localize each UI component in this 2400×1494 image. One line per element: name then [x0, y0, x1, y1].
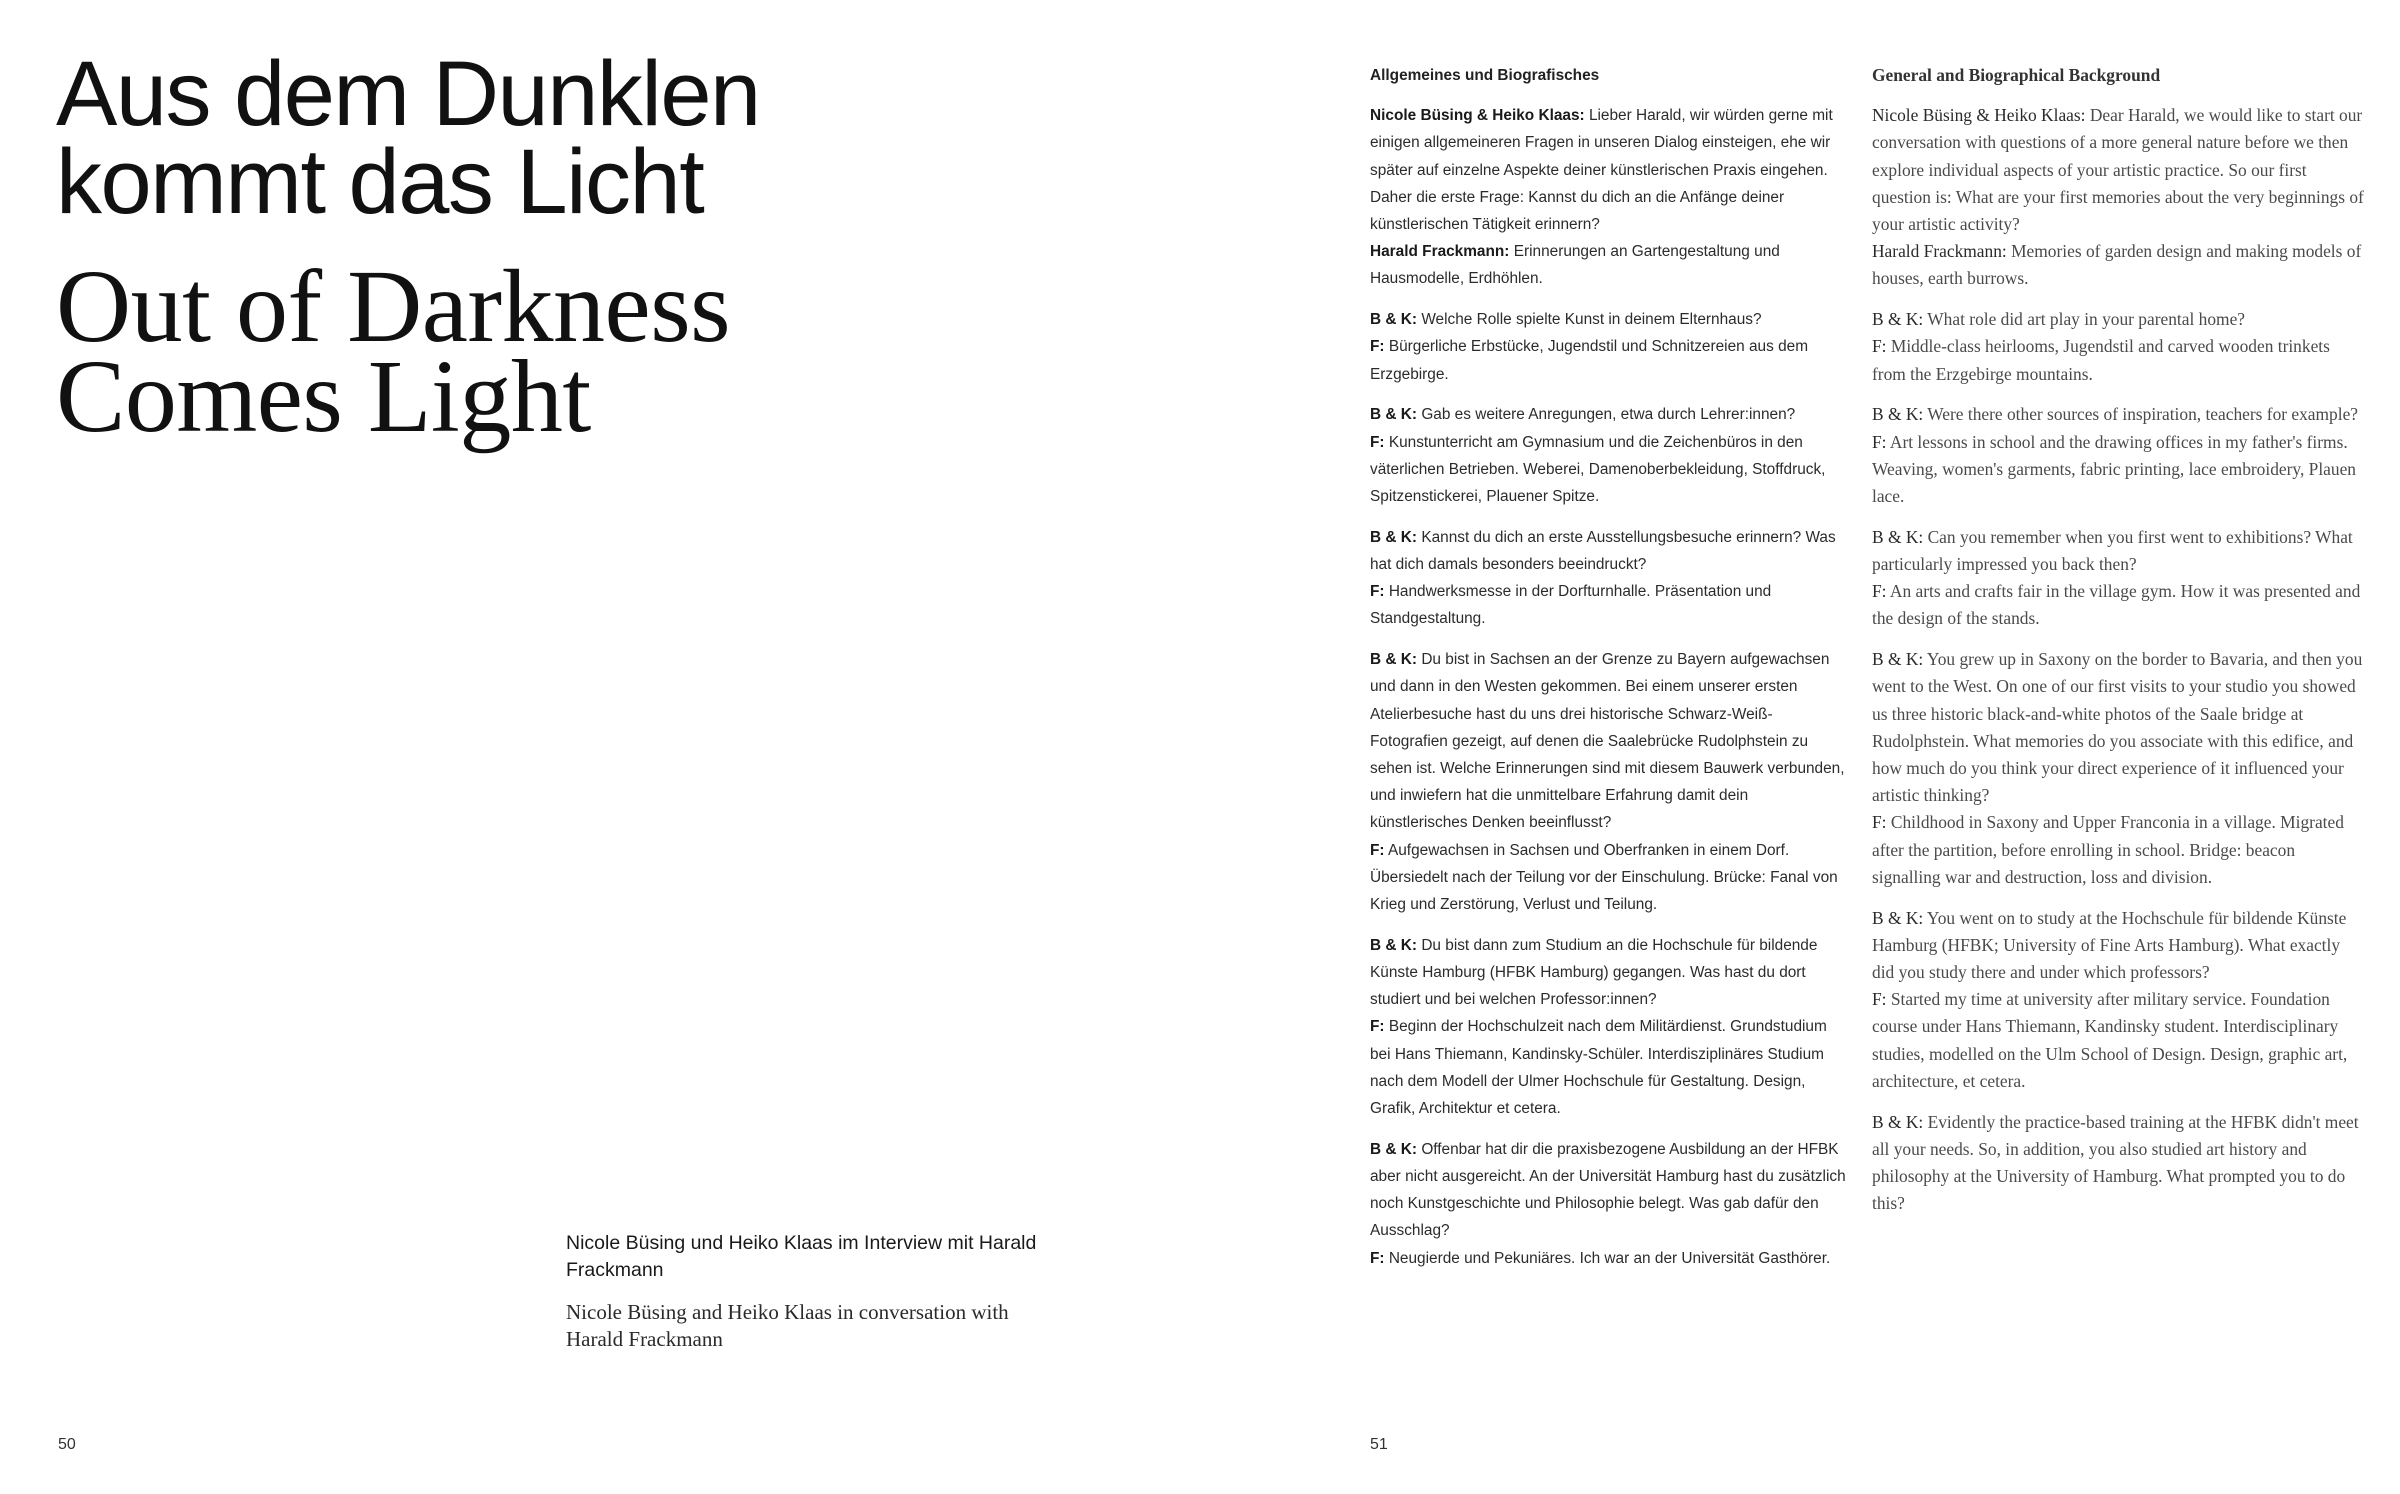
speaker-label: F:	[1370, 338, 1385, 356]
speaker-label: B & K:	[1370, 406, 1418, 424]
interview-text: Erinnerungen an Gartengestaltung und Hausmodelle, Erdhöhlen.	[1370, 243, 1780, 288]
speaker-label: B & K:	[1872, 907, 1924, 928]
interview-text: Kunstunterricht am Gymnasium und die Zeichenbüros in den väterlichen Betrieben. Weberei, Damenoberbekleidung, Stoffdruck, Spitzenstickerei, Plauener Spitze.	[1370, 433, 1826, 506]
interview-line	[1872, 809, 2364, 891]
interview-line	[1872, 333, 2364, 387]
interview-text: Beginn der Hochschulzeit nach dem Militärdienst. Grundstudium bei Hans Thiemann, Kandinsky-Schüler. Interdisziplinäres Studium nach dem Modell der Ulmer Hochschule für Gestaltung. Design, Grafik, Architektur et cetera.	[1370, 1018, 1827, 1118]
qa-block	[1370, 524, 1848, 633]
speaker-label: B & K:	[1872, 404, 1924, 425]
qa-block	[1370, 102, 1848, 292]
interview-line	[1370, 102, 1848, 238]
interview-line	[1872, 306, 2364, 333]
interview-line	[1872, 646, 2364, 809]
interview-text: Welche Rolle spielte Kunst in deinem Elternhaus?	[1421, 311, 1762, 329]
interview-line	[1370, 1136, 1848, 1245]
qa-block	[1872, 524, 2364, 633]
interview-line	[1370, 1245, 1848, 1272]
qa-block	[1370, 306, 1848, 388]
interview-line	[1370, 1013, 1848, 1122]
interview-line	[1370, 333, 1848, 387]
qa-block	[1872, 646, 2364, 891]
qa-block	[1872, 306, 2364, 388]
interview-text: Offenbar hat dir die praxisbezogene Ausbildung an der HFBK aber nicht ausgereicht. An der Universität Hamburg hast du zusätzlich noch Kunstgeschichte und Philosophie belegt. Was gab dafür den Ausschlag?	[1370, 1140, 1846, 1240]
interview-line	[1370, 401, 1848, 428]
speaker-label: Nicole Büsing & Heiko Klaas:	[1872, 105, 2086, 126]
page-number-right: 51	[1370, 1436, 1388, 1453]
qa-block	[1872, 102, 2364, 292]
interview-text: Dear Harald, we would like to start our conversation with questions of a more general nature before we then explore individual aspects of your artistic practice. So our first question is: What are your first memories about the very beginnings of your artistic activity?	[1872, 105, 2364, 235]
english-interview-column	[1872, 62, 2364, 1231]
speaker-label: B & K:	[1370, 936, 1418, 954]
interview-text: An arts and crafts fair in the village gym. How it was presented and the design of the stands.	[1872, 581, 2361, 629]
interview-text: What role did art play in your parental home?	[1927, 309, 2246, 330]
speaker-label: B & K:	[1370, 651, 1418, 669]
page-number-left: 50	[58, 1436, 76, 1453]
interview-line	[1370, 429, 1848, 511]
speaker-label: Nicole Büsing & Heiko Klaas:	[1370, 107, 1585, 125]
german-interview-column	[1370, 62, 1848, 1285]
interview-line	[1872, 524, 2364, 578]
speaker-label: Harald Frackmann:	[1872, 241, 2007, 262]
interview-text: Bürgerliche Erbstücke, Jugendstil und Schnitzereien aus dem Erzgebirge.	[1370, 338, 1809, 383]
title-german: Aus dem Dunklen kommt das Licht	[56, 43, 760, 233]
interview-line	[1872, 238, 2364, 292]
title-english: Out of Darkness Comes Light	[56, 249, 731, 454]
speaker-label: F:	[1370, 1018, 1385, 1036]
interview-text: You grew up in Saxony on the border to Bavaria, and then you went to the West. On one of our first visits to your studio you showed us three historic black-and-white photos of the Saale bridge at Rudolphstein. What memories do you associate with this edifice, and how much do you think your direct experience of it influenced your artistic thinking?	[1872, 649, 2363, 806]
interview-text: Middle-class heirlooms, Jugendstil and carved wooden trinkets from the Erzgebirge mountains.	[1872, 336, 2330, 384]
interview-line	[1872, 429, 2364, 511]
speaker-label: F:	[1872, 581, 1887, 602]
speaker-label: Harald Frackmann:	[1370, 243, 1510, 261]
speaker-label: B & K:	[1872, 1111, 1924, 1132]
speaker-label: B & K:	[1370, 1140, 1418, 1158]
speaker-label: F:	[1370, 433, 1385, 451]
qa-block	[1370, 932, 1848, 1122]
interview-text: Childhood in Saxony and Upper Franconia in a village. Migrated after the partition, before enrolling in school. Bridge: beacon signalling war and destruction, loss and division.	[1872, 812, 2344, 887]
interview-credit-german: Nicole Büsing und Heiko Klaas im Interview mit Harald Frackmann	[566, 1232, 1037, 1281]
interview-line	[1872, 578, 2364, 632]
speaker-label: B & K:	[1872, 649, 1924, 670]
interview-line	[1370, 646, 1848, 836]
interview-text: You went on to study at the Hochschule für bildende Künste Hamburg (HFBK; University of Fine Arts Hamburg). What exactly did you study there and under which professors?	[1872, 907, 2347, 983]
speaker-label: F:	[1370, 1249, 1385, 1267]
interview-text: Du bist in Sachsen an der Grenze zu Bayern aufgewachsen und dann in den Westen gekommen. Bei einem unserer ersten Atelierbesuche hast du uns drei historische Schwarz-Weiß-Fotografien gezeigt, auf denen die Saalebrücke Rudolphstein zu sehen ist. Welche Erinnerungen sind mit diesem Bauwerk verbunden, und inwiefern hat die unmittelbare Erfahrung damit dein künstlerisches Denken beeinflusst?	[1370, 651, 1845, 832]
speaker-label: B & K:	[1872, 526, 1924, 547]
qa-block	[1370, 1136, 1848, 1272]
section-heading-german: Allgemeines und Biografisches	[1370, 67, 1600, 84]
interview-text: Lieber Harald, wir würden gerne mit einigen allgemeineren Fragen in unseren Dialog einsteigen, ehe wir später auf einzelne Aspekte deiner künstlerischen Praxis eingehen. Daher die erste Frage: Kannst du dich an die Anfänge deiner künstlerischen Tätigkeit erinnern?	[1370, 107, 1833, 234]
right-page	[1200, 0, 2400, 1494]
interview-line	[1370, 837, 1848, 919]
interview-credit-english: Nicole Büsing and Heiko Klaas in conversation with Harald Frackmann	[566, 1300, 1009, 1351]
speaker-label: F:	[1872, 812, 1887, 833]
interview-text: Started my time at university after military service. Foundation course under Hans Thiemann, Kandinsky student. Interdisciplinary studies, modelled on the Ulm School of Design. Design, graphic art, architecture, et cetera.	[1872, 989, 2348, 1091]
interview-line	[1872, 102, 2364, 238]
speaker-label: F:	[1872, 989, 1887, 1010]
interview-text: Evidently the practice-based training at the HFBK didn't meet all your needs. So, in addition, you also studied art history and philosophy at the University of Hamburg. What prompted you to do this?	[1872, 1111, 2359, 1214]
interview-text: Were there other sources of inspiration, teachers for example?	[1927, 404, 2359, 425]
interview-text: Kannst du dich an erste Ausstellungsbesuche erinnern? Was hat dich damals besonders beeindruckt?	[1370, 528, 1836, 574]
speaker-label: B & K:	[1370, 311, 1418, 329]
interview-text: Handwerksmesse in der Dorfturnhalle. Präsentation und Standgestaltung.	[1370, 583, 1772, 628]
interview-line	[1872, 401, 2364, 428]
interview-line	[1370, 306, 1848, 333]
interview-text: Gab es weitere Anregungen, etwa durch Lehrer:innen?	[1421, 406, 1796, 424]
interview-text: Neugierde und Pekuniäres. Ich war an der Universität Gasthörer.	[1388, 1249, 1831, 1267]
speaker-label: F:	[1872, 431, 1887, 452]
speaker-label: F:	[1370, 841, 1385, 859]
interview-line	[1872, 986, 2364, 1095]
speaker-label: B & K:	[1872, 309, 1924, 330]
speaker-label: F:	[1370, 583, 1385, 601]
section-heading-english: General and Biographical Background	[1872, 65, 2161, 85]
qa-block	[1872, 401, 2364, 510]
interview-text: Du bist dann zum Studium an die Hochschule für bildende Künste Hamburg (HFBK Hamburg) gegangen. Was hast du dort studiert und bei welchen Professor:innen?	[1370, 936, 1818, 1009]
qa-block	[1370, 401, 1848, 510]
speaker-label: B & K:	[1370, 528, 1418, 546]
interview-line	[1370, 238, 1848, 292]
interview-line	[1872, 905, 2364, 987]
qa-block	[1370, 646, 1848, 918]
interview-line	[1370, 932, 1848, 1014]
interview-text: Aufgewachsen in Sachsen und Oberfranken in einem Dorf. Übersiedelt nach der Teilung vor der Einschulung. Brücke: Fanal von Krieg und Zerstörung, Verlust und Teilung.	[1370, 841, 1838, 914]
qa-block	[1872, 905, 2364, 1095]
interview-text: Memories of garden design and making models of houses, earth burrows.	[1872, 241, 2362, 289]
speaker-label: F:	[1872, 336, 1887, 357]
interview-line	[1872, 1109, 2364, 1218]
interview-text: Art lessons in school and the drawing offices in my father's firms. Weaving, women's garments, fabric printing, lace embroidery, Plauen lace.	[1872, 431, 2357, 507]
interview-line	[1370, 524, 1848, 578]
qa-block	[1872, 1109, 2364, 1218]
interview-text: Can you remember when you first went to exhibitions? What particularly impressed you back then?	[1872, 526, 2353, 575]
interview-line	[1370, 578, 1848, 632]
